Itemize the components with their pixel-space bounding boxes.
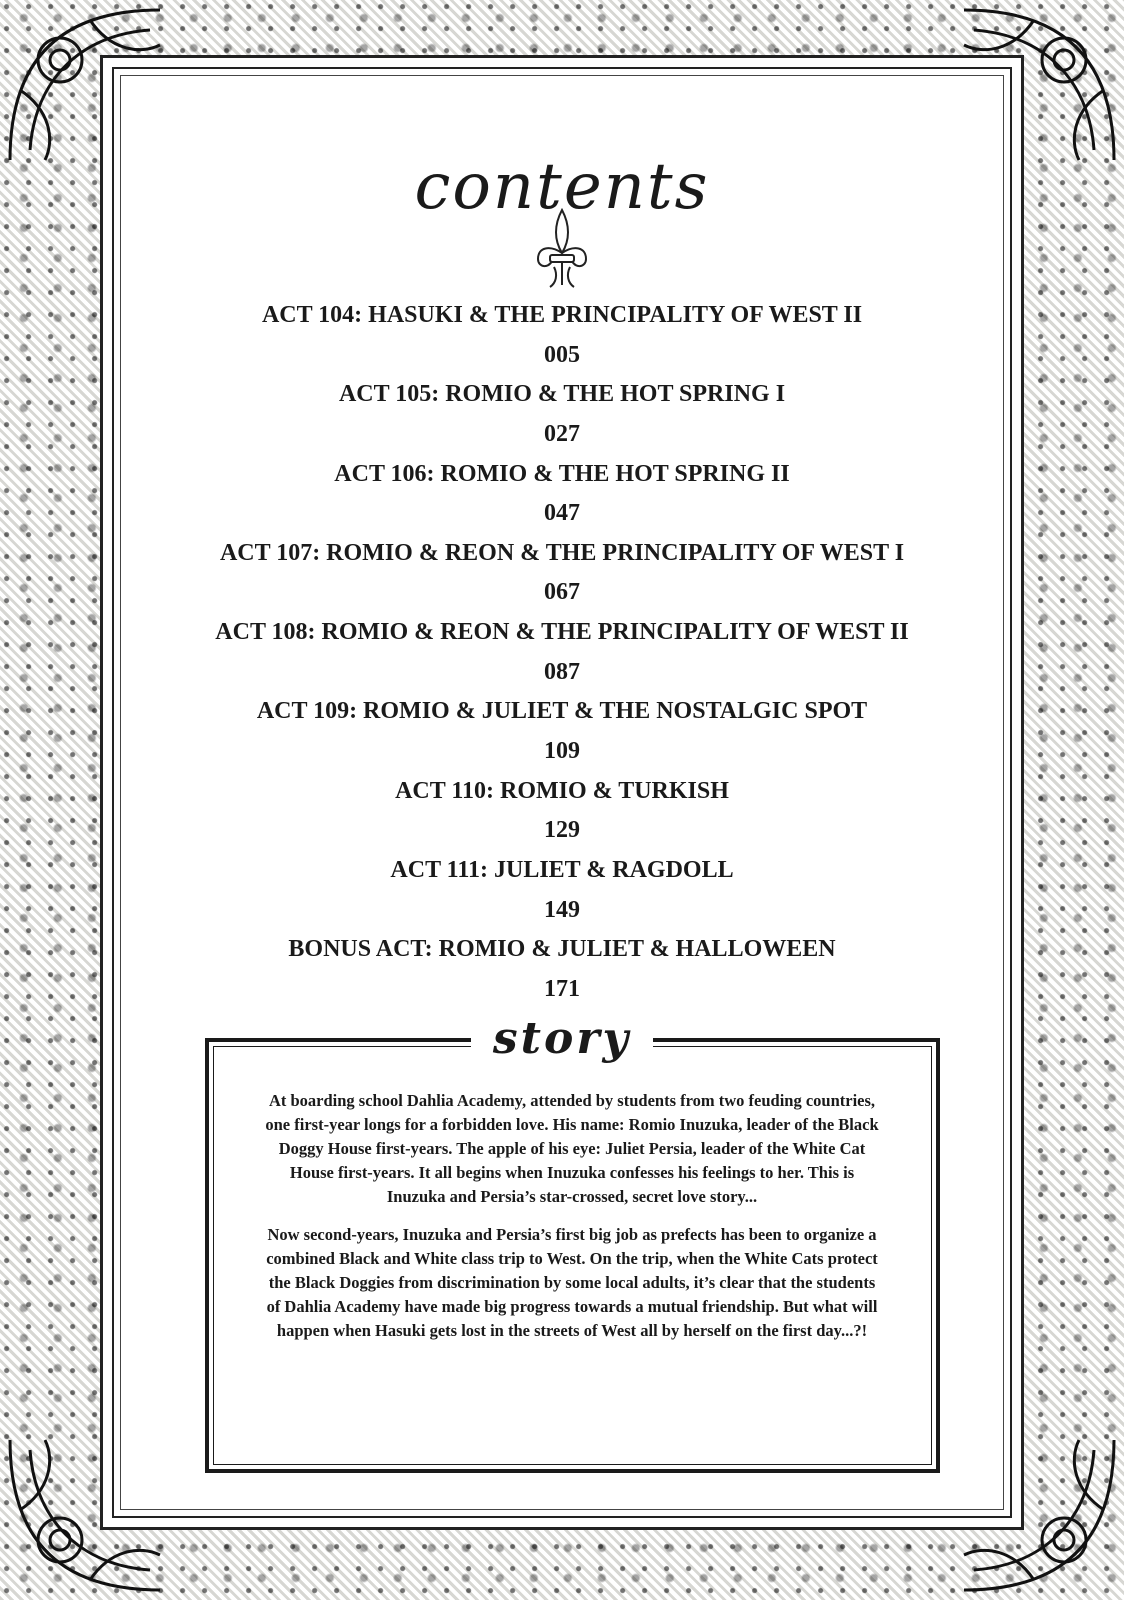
toc-entry-title: ACT 107: ROMIO & REON & THE PRINCIPALITY OF WEST I (219, 539, 905, 566)
toc-entry[interactable] (130, 296, 994, 375)
toc-entry-page: 067 (544, 579, 580, 606)
story-summary (262, 1089, 882, 1357)
toc-entry[interactable] (130, 930, 994, 1009)
table-of-contents (130, 296, 994, 1010)
toc-entry-page: 005 (544, 341, 580, 368)
fleur-de-lis-icon (532, 205, 592, 290)
toc-entry-page: 129 (544, 817, 580, 844)
toc-entry-title: ACT 106: ROMIO & THE HOT SPRING II (334, 460, 790, 487)
toc-entry-title: ACT 110: ROMIO & TURKISH (395, 777, 729, 804)
toc-entry[interactable] (130, 851, 994, 930)
toc-entry[interactable] (130, 692, 994, 771)
toc-entry-title: BONUS ACT: ROMIO & JULIET & HALLOWEEN (288, 936, 836, 963)
page-title: contents (414, 150, 710, 224)
toc-entry-page: 047 (544, 500, 580, 527)
story-heading: story (471, 1016, 653, 1062)
toc-entry-page: 149 (544, 896, 580, 923)
toc-entry-page: 109 (544, 738, 580, 765)
toc-entry-page: 027 (544, 420, 580, 447)
toc-entry-page: 171 (544, 975, 580, 1002)
toc-entry[interactable] (130, 613, 994, 692)
toc-entry-title: ACT 104: HASUKI & THE PRINCIPALITY OF WEST II (261, 302, 863, 328)
toc-entry[interactable] (130, 772, 994, 851)
toc-entry-title: ACT 109: ROMIO & JULIET & THE NOSTALGIC SPOT (256, 698, 868, 725)
story-paragraph: At boarding school Dahlia Academy, attended by students from two feuding countries, one first-year longs for a forbidden love. His name: Romio Inuzuka, leader of the Black Doggy House first-years. The apple of his eye: Juliet Persia, leader of the White Cat House first-years. It all begins when Inuzuka confesses his feelings to her. This is Inuzuka and Persia’s star-crossed, secret love story... (265, 1091, 879, 1206)
toc-entry-title: ACT 108: ROMIO & REON & THE PRINCIPALITY OF WEST II (215, 619, 909, 646)
toc-entry-title: ACT 111: JULIET & RAGDOLL (390, 857, 734, 884)
toc-entry-title: ACT 105: ROMIO & THE HOT SPRING I (338, 381, 786, 408)
toc-entry[interactable] (130, 375, 994, 454)
toc-entry-page: 087 (544, 658, 580, 685)
toc-entry[interactable] (130, 534, 994, 613)
story-heading-wrap (0, 1013, 1124, 1064)
story-paragraph: Now second-years, Inuzuka and Persia’s first big job as prefects has been to organize a combined Black and White class trip to West. On the trip, when the White Cats protect the Black Doggies from discrimination by some local adults, it’s clear that the students of Dahlia Academy have made big progress towards a mutual friendship. But what will happen when Hasuki gets lost in the streets of West all by herself on the first day...?! (266, 1225, 878, 1340)
toc-entry[interactable] (130, 455, 994, 534)
